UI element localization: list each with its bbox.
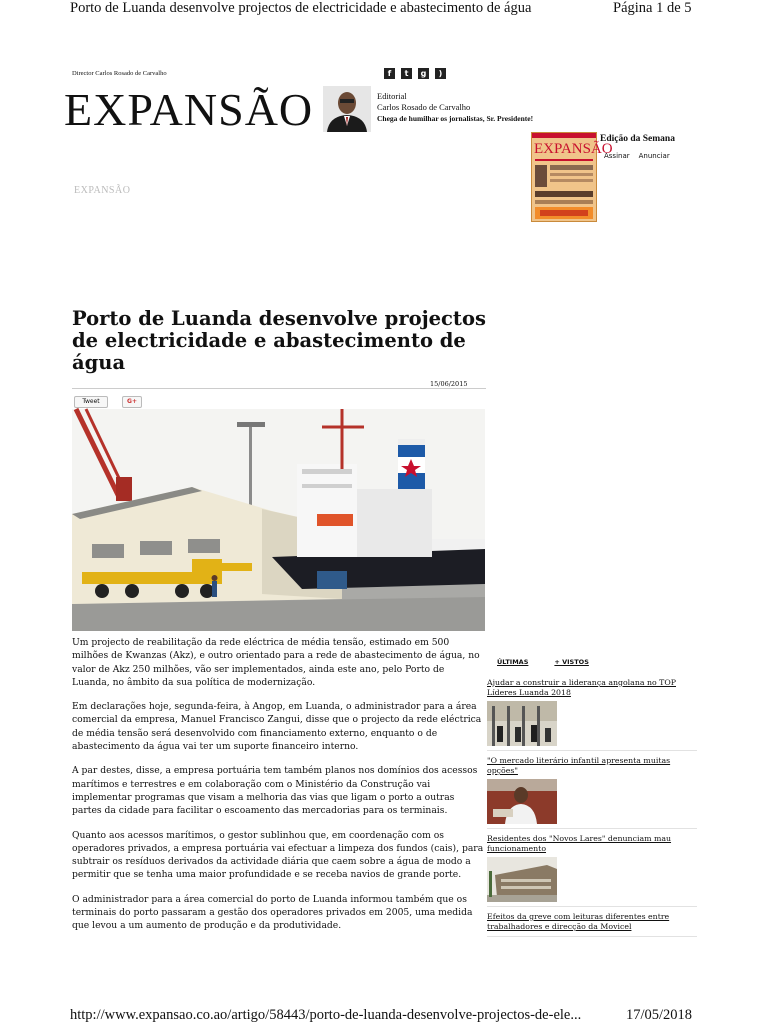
google-plus-icon[interactable]: g bbox=[418, 68, 429, 79]
editor-photo[interactable] bbox=[323, 86, 371, 132]
site-logo-text: EXPANSÃO bbox=[64, 84, 314, 135]
article-photo bbox=[72, 409, 485, 631]
print-footer-url: http://www.expansao.co.ao/artigo/58443/porto-de-luanda-desenvolve-projectos-de-ele... bbox=[70, 1007, 582, 1023]
editorial-headline[interactable]: Chega de humilhar os jornalistas, Sr. Presidente! bbox=[377, 114, 534, 123]
article-paragraph: O administrador para a área comercial do porto de Luanda informou também que os terminais do porto passaram a gestão dos operadores privados em 2005, uma medida que levou a um aumento de produção e da produtividade. bbox=[72, 893, 473, 932]
director-credit: Director Carlos Rosado de Carvalho bbox=[72, 70, 167, 77]
article-paragraph: Quanto aos acessos marítimos, o gestor sublinhou que, em coordenação com os operadores privados, a empresa portuária vai efectuar a limpeza dos fundos (cais), para subtrair os resíduos derivados da actividade diária que caem sobre a água de modo a permitir que se tenha uma maior profundidade e se receba navios de grande porte. bbox=[72, 829, 484, 881]
list-item bbox=[487, 912, 697, 937]
small-logo: EXPANSÃO bbox=[74, 185, 131, 196]
sidebar-news-list bbox=[487, 678, 697, 942]
article-body bbox=[72, 636, 484, 944]
edition-cover-logo: EXPANSÃO bbox=[534, 141, 613, 157]
tab-most-viewed[interactable]: + VISTOS bbox=[554, 658, 589, 666]
list-item bbox=[487, 834, 697, 907]
rss-icon[interactable]: ) bbox=[435, 68, 446, 79]
twitter-icon[interactable]: t bbox=[401, 68, 412, 79]
social-links bbox=[384, 68, 446, 79]
article-title: Porto de Luanda desenvolve projectos de electricidade e abastecimento de água bbox=[72, 307, 486, 374]
article-paragraph: A par destes, disse, a empresa portuária tem também planos nos domínios dos acessos marítimos e terrestres e em colaboração com o Ministério da Construção vai implementar programas que visam a melhoria das vias que ligam o porto a outras partes da cidade para facilitar o escoamento das mercadorias para os terminais. bbox=[72, 765, 478, 817]
news-link[interactable]: Efeitos da greve com leituras diferentes entre trabalhadores e direcção da Movicel bbox=[487, 912, 670, 931]
news-link[interactable]: "O mercado literário infantil apresenta muitas opções" bbox=[487, 756, 671, 775]
print-header-title: Porto de Luanda desenvolve projectos de electricidade e abastecimento de água bbox=[70, 0, 532, 16]
news-thumbnail[interactable] bbox=[487, 857, 557, 902]
site-logo[interactable] bbox=[64, 84, 322, 135]
tab-latest[interactable]: ÚLTIMAS bbox=[497, 658, 529, 666]
facebook-icon[interactable]: f bbox=[384, 68, 395, 79]
subscribe-link[interactable]: Assinar bbox=[604, 152, 630, 160]
advertise-link[interactable]: Anunciar bbox=[638, 152, 670, 160]
list-item bbox=[487, 678, 697, 751]
print-page-number: Página 1 de 5 bbox=[613, 0, 692, 16]
list-item bbox=[487, 756, 697, 829]
editorial-label: Editorial bbox=[377, 91, 407, 101]
print-footer-date: 17/05/2018 bbox=[626, 1007, 693, 1023]
edition-title: Edição da Semana bbox=[600, 134, 675, 144]
sidebar-tabs bbox=[497, 658, 589, 666]
article-date: 15/06/2015 bbox=[430, 380, 468, 388]
news-link[interactable]: Residentes dos "Novos Lares" denunciam mau funcionamento bbox=[487, 834, 672, 853]
edition-cover-image[interactable] bbox=[531, 132, 613, 222]
tweet-button[interactable]: Tweet bbox=[74, 396, 108, 408]
article-paragraph: Em declarações hoje, segunda-feira, à Angop, em Luanda, o administrador para a área comercial da empresa, Manuel Francisco Zangui, disse que o projecto da rede eléctrica de média tensão será desenvolvido com financiamento externo, enquanto o de abastecimento da água vai ter um suporte financeiro interno. bbox=[72, 701, 482, 753]
article-paragraph: Um projecto de reabilitação da rede eléctrica de média tensão, estimado em 500 milhões de Kwanzas (Akz), e outro orientado para a rede de abastecimento de água, no valor de Akz 250 milhões, vão ser implementados, ainda este ano, pelo Porto de Luanda, no âmbito da sua política de modernização. bbox=[72, 637, 480, 688]
news-thumbnail[interactable] bbox=[487, 779, 557, 824]
news-link[interactable]: Ajudar a construir a liderança angolana no TOP Líderes Luanda 2018 bbox=[487, 678, 676, 697]
edition-links bbox=[604, 152, 670, 160]
news-thumbnail[interactable] bbox=[487, 701, 557, 746]
title-divider bbox=[72, 388, 486, 389]
editorial-author[interactable]: Carlos Rosado de Carvalho bbox=[377, 102, 471, 112]
editorial-block bbox=[377, 91, 533, 124]
google-plus-button[interactable]: G+ bbox=[122, 396, 142, 408]
